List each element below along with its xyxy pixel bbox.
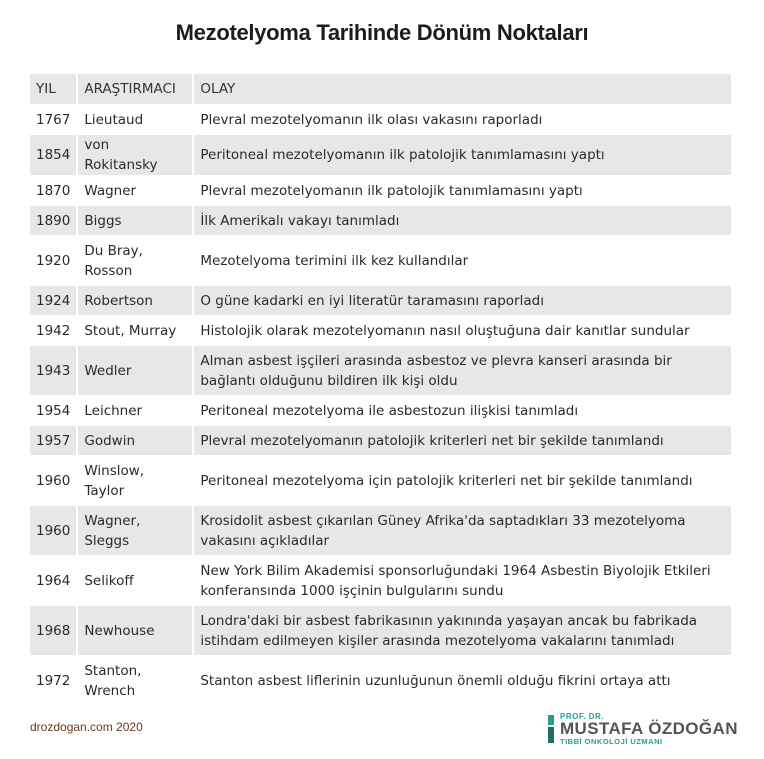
logo-name: MUSTAFA ÖZDOĞAN <box>560 719 738 738</box>
table-row <box>30 316 731 345</box>
row-year: 1942 <box>36 322 71 339</box>
row-event: Histolojik olarak mezotelyomanın nasıl oluştuğuna dair kanıtlar sundular <box>192 316 731 345</box>
row-year: 1964 <box>36 572 71 589</box>
table-header-row <box>30 74 731 104</box>
row-researcher: Stanton, Wrench <box>76 656 192 705</box>
table-row <box>30 506 731 555</box>
table-row <box>30 396 731 425</box>
row-researcher: Lieutaud <box>76 105 192 134</box>
table-row <box>30 606 731 655</box>
row-event: New York Bilim Akademisi sponsorluğundaki 1964 Asbestin Biyolojik Etkileri konferansında 1000 işçinin bulgularını sundu <box>192 556 731 605</box>
row-year: 1960 <box>30 506 76 555</box>
row-event: Peritoneal mezotelyoma için patolojik kriterleri net bir şekilde tanımlandı <box>192 456 731 505</box>
table-row <box>30 105 731 134</box>
header-year: YIL <box>30 74 76 104</box>
row-year: 1920 <box>36 252 71 269</box>
row-year: 1968 <box>30 606 76 655</box>
row-researcher: Du Bray, Rosson <box>76 236 192 285</box>
logo-subtitle: TIBBİ ONKOLOJİ UZMANI <box>560 737 663 746</box>
table-row <box>30 206 731 235</box>
row-event: Krosidolit asbest çıkarılan Güney Afrika'da saptadıkları 33 mezotelyoma vakasını açıkladılar <box>192 506 731 555</box>
row-researcher: Stout, Murray <box>76 316 192 345</box>
header-researcher: ARAŞTIRMACI <box>76 74 192 104</box>
row-year: 1960 <box>36 472 71 489</box>
row-event: Peritoneal mezotelyoma ile asbestozun ilişkisi tanımladı <box>192 396 731 425</box>
row-year: 1890 <box>30 206 76 235</box>
row-year: 1957 <box>30 426 76 455</box>
row-researcher: Selikoff <box>76 556 192 605</box>
row-researcher: von Rokitansky <box>76 135 192 175</box>
row-researcher: Wedler <box>76 346 192 395</box>
table-row <box>30 456 731 505</box>
row-event: İlk Amerikalı vakayı tanımladı <box>192 206 731 235</box>
row-event: Plevral mezotelyomanın ilk patolojik tanımlamasını yaptı <box>192 176 731 205</box>
row-researcher: Newhouse <box>76 606 192 655</box>
row-event: Peritoneal mezotelyomanın ilk patolojik tanımlamasını yaptı <box>192 135 731 175</box>
table-row <box>30 656 731 705</box>
milestones-table <box>30 73 731 706</box>
row-event: Mezotelyoma terimini ilk kez kullandılar <box>192 236 731 285</box>
row-event: Alman asbest işçileri arasında asbestoz ve plevra kanseri arasında bir bağlantı olduğunu bildiren ilk kişi oldu <box>192 346 731 395</box>
row-year: 1943 <box>30 346 76 395</box>
logo-mark-icon <box>548 715 554 743</box>
row-event: O güne kadarki en iyi literatür taramasını raporladı <box>192 286 731 315</box>
row-researcher: Robertson <box>76 286 192 315</box>
row-event: Stanton asbest liflerinin uzunluğunun önemli olduğu fikrini ortaya attı <box>192 656 731 705</box>
row-researcher: Godwin <box>76 426 192 455</box>
header-event: OLAY <box>192 74 731 104</box>
row-year: 1767 <box>36 111 71 128</box>
table-row <box>30 176 731 205</box>
logo-prefix: PROF. DR. <box>560 712 605 721</box>
row-researcher: Biggs <box>76 206 192 235</box>
page-title: Mezotelyoma Tarihinde Dönüm Noktaları <box>175 20 589 45</box>
table-row <box>30 286 731 315</box>
row-year: 1870 <box>36 182 71 199</box>
table-row <box>30 135 731 175</box>
table-row <box>30 346 731 395</box>
table-row <box>30 426 731 455</box>
row-event: Londra'daki bir asbest fabrikasının yakınında yaşayan ancak bu fabrikada istihdam edilmeyen kişiler arasında mezotelyoma vakalarını tanımladı <box>192 606 731 655</box>
row-year: 1954 <box>36 402 71 419</box>
table-row <box>30 556 731 605</box>
row-researcher: Winslow, Taylor <box>76 456 192 505</box>
row-researcher: Wagner <box>76 176 192 205</box>
row-event: Plevral mezotelyomanın ilk olası vakasını raporladı <box>192 105 731 134</box>
row-year: 1972 <box>36 672 71 689</box>
row-year: 1924 <box>30 286 76 315</box>
table-row <box>30 236 731 285</box>
author-logo <box>548 712 748 746</box>
row-event: Plevral mezotelyomanın patolojik kriterleri net bir şekilde tanımlandı <box>192 426 731 455</box>
row-year: 1854 <box>30 135 76 175</box>
row-researcher: Leichner <box>76 396 192 425</box>
row-researcher: Wagner, Sleggs <box>76 506 192 555</box>
site-credit: drozdogan.com 2020 <box>30 720 143 734</box>
